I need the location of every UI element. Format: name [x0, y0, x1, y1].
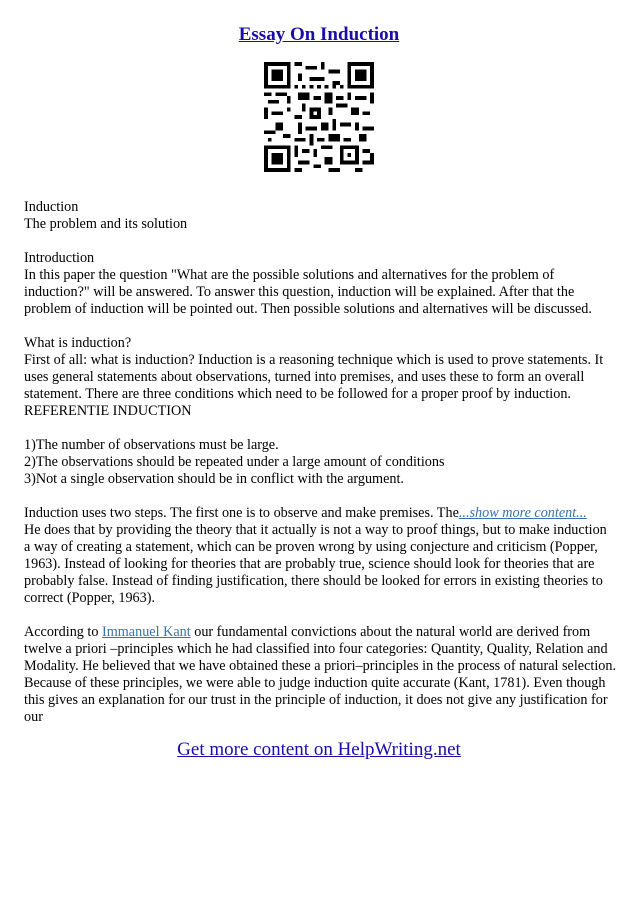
conditions-list: [24, 437, 616, 488]
kant-text-after: our fundamental convictions about the natural world are derived from twelve a priori –principles which he had classified into four categories: Quantity, Quality, Relation and Modality. He believed that we have obtained these a priori–principles in the process of natural selection. Because of these principles, we were able to judge induction quite accurate (Kant, 1781). Even though this gives an explanation for our trust in the principle of induction, it does not give any justification for our: [24, 624, 617, 725]
steps-text-before: Induction uses two steps. The first one is to observe and make premises. The: [24, 505, 459, 521]
introduction-heading: Introduction: [24, 250, 95, 266]
heading-line-1: Induction: [24, 199, 79, 215]
document-title[interactable]: Essay On Induction: [238, 24, 400, 45]
steps-paragraph: [24, 505, 616, 607]
get-more-content-link[interactable]: Get more content on HelpWriting.net: [177, 739, 461, 760]
steps-text-after: He does that by providing the theory that it actually is not a way to proof things, but to make induction a way of creating a statement, which can be proven wrong by using conjecture and criticism (Popper, 1963). Instead of looking for theories that are probably true, science should look for theories that are probably false. Instead of finding justification, there should be looked for errors in existing theories to correct (Popper, 1963).: [24, 522, 607, 606]
condition-item: 2)The observations should be repeated under a large amount of conditions: [24, 454, 445, 470]
show-more-link[interactable]: ...show more content...: [458, 505, 587, 521]
immanuel-kant-link[interactable]: Immanuel Kant: [102, 624, 191, 640]
condition-item: 1)The number of observations must be large.: [24, 437, 279, 453]
introduction-text: In this paper the question "What are the possible solutions and alternatives for the problem of induction?" will be answered. To answer this question, induction will be explained. After that the problem of induction will be pointed out. Then possible solutions and alternatives will be discussed.: [24, 267, 592, 317]
what-is-induction-text: First of all: what is induction? Induction is a reasoning technique which is used to prove statements. It uses general statements about observations, turned into premises, and uses these to form an overall statement. There are three conditions which need to be followed for a proper proof by induction. REFERENTIE INDUCTION: [24, 352, 604, 419]
introduction-section: [24, 250, 616, 318]
document-body: [24, 199, 616, 743]
what-is-induction-heading: What is induction?: [24, 335, 132, 351]
kant-text-before: According to: [24, 624, 99, 640]
heading-block: [24, 199, 616, 233]
condition-item: 3)Not a single observation should be in conflict with the argument.: [24, 471, 404, 487]
qr-code-icon: [264, 62, 374, 172]
kant-paragraph: [24, 624, 616, 726]
what-is-induction-section: [24, 335, 616, 420]
heading-line-2: The problem and its solution: [24, 216, 188, 232]
